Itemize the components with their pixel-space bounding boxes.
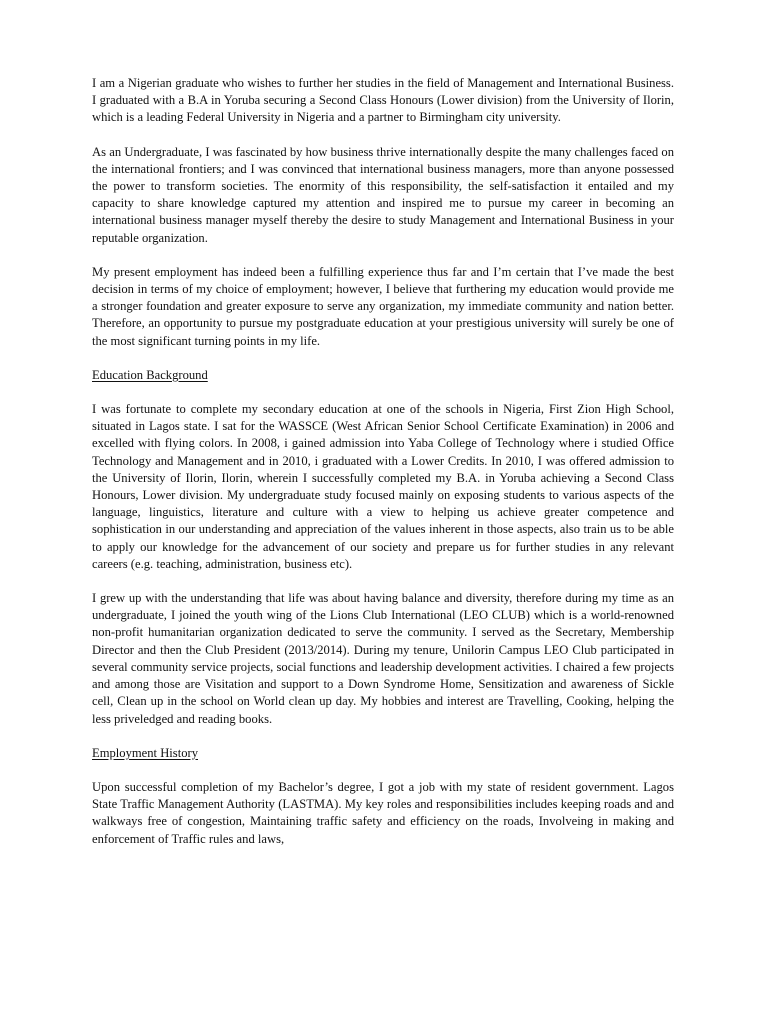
document-body: [92, 75, 674, 865]
education-heading: Education Background: [92, 367, 208, 382]
intro-paragraph-2: As an Undergraduate, I was fascinated by how business thrive internationally despite the many challenges faced on the international frontiers; and I was convinced that international business managers, more than anyone possessed the power to transform societies. The enormity of this responsibility, the self-satisfaction it entailed and my capacity to share knowledge captured my attention and inspired me to pursue my career in becoming an international business manager myself thereby the desire to study Management and International Business in your reputable organization.: [92, 144, 674, 245]
employment-paragraph-1: Upon successful completion of my Bachelor’s degree, I got a job with my state of resident government. Lagos State Traffic Management Authority (LASTMA). My key roles and responsibilities includes keeping roads and and walkways free of congestion, Maintaining traffic safety and efficiency on the roads, Involveing in making and enforcement of Traffic rules and laws,: [92, 779, 674, 846]
intro-paragraph-3: My present employment has indeed been a fulfilling experience thus far and I’m certain that I’ve made the best decision in terms of my choice of employment; however, I believe that furthering my education would provide me a stronger foundation and greater exposure to serve any organization, my immediate community and nation better. Therefore, an opportunity to pursue my postgraduate education at your prestigious university will surely be one of the most significant turning points in my life.: [92, 264, 674, 348]
education-paragraph-2: I grew up with the understanding that life was about having balance and diversity, therefore during my time as an undergraduate, I joined the youth wing of the Lions Club International (LEO CLUB) which is a world-renowned non-profit humanitarian organization dedicated to serve the community. I served as the Secretary, Membership Director and then the Club President (2013/2014). During my tenure, Unilorin Campus LEO Club participated in several community service projects, social functions and leadership development activities. I chaired a few projects and among those are Visitation and support to a Down Syndrome Home, Sensitization and awareness of Sickle cell, Clean up in the school on World clean up day. My hobbies and interest are Travelling, Cooking, helping the less priveledged and reading books.: [92, 591, 674, 726]
employment-heading: Employment History: [92, 745, 198, 760]
intro-paragraph-1: I am a Nigerian graduate who wishes to further her studies in the field of Management and International Business. I graduated with a B.A in Yoruba securing a Second Class Honours (Lower division) from the University of Ilorin, which is a leading Federal University in Nigeria and a partner to Birmingham city university.: [92, 76, 674, 125]
education-paragraph-1: I was fortunate to complete my secondary education at one of the schools in Nigeria, First Zion High School, situated in Lagos state. I sat for the WASSCE (West African Senior School Certificate Examination) in 2006 and excelled with flying colors. In 2008, i gained admission into Yaba College of Technology where i studied Office Technology and Management and in 2010, i graduated with a Lower Credits. In 2010, I was offered admission to the University of Ilorin, Ilorin, wherein I successfully completed my B.A. in Yoruba achieving a Second Class Honours, Lower division. My undergraduate study focused mainly on exposing students to various aspects of the language, linguistics, literature and culture with a view to helping us achieve greater competence and sophistication in our understanding and appreciation of the values inherent in those aspects, also train us to be able to apply our knowledge for the advancement of our society and prepare us for further studies in any relevant careers (e.g. teaching, administration, business etc).: [92, 402, 674, 571]
